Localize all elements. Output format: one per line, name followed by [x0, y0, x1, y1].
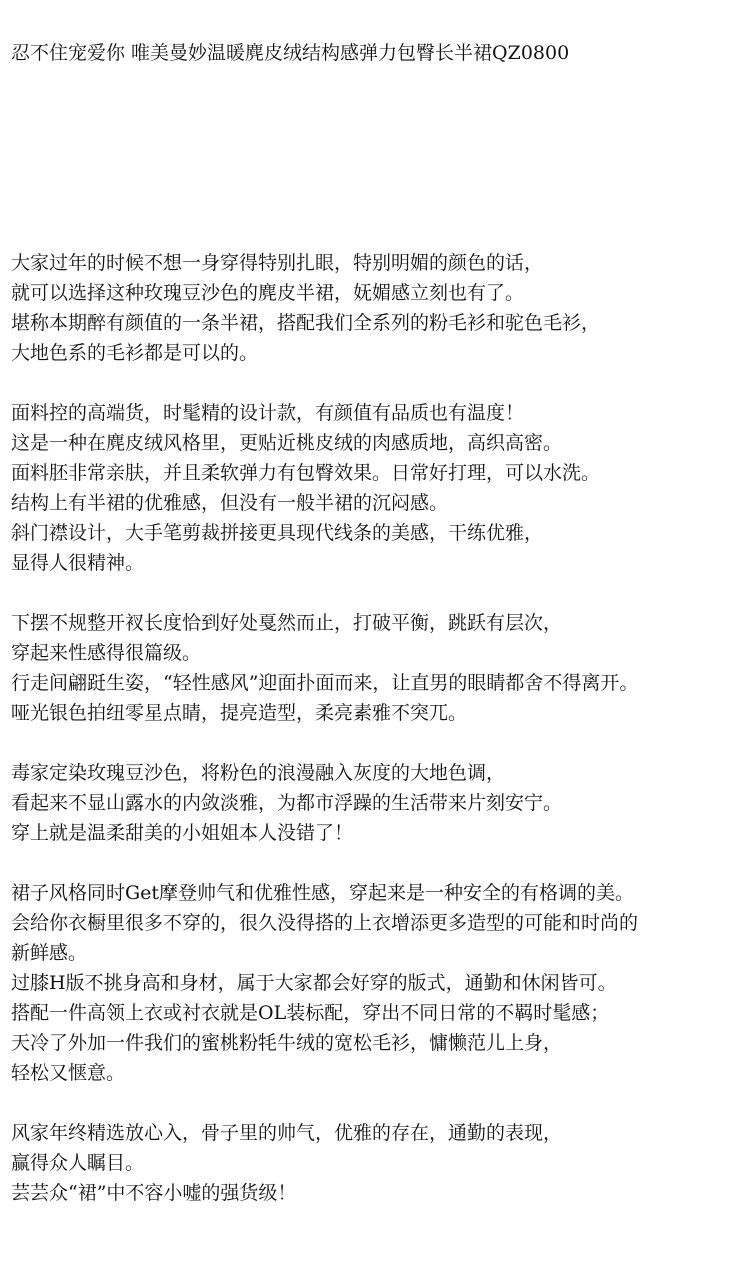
text-line: 大家过年的时候不想一身穿得特别扎眼，特别明媚的颜色的话， — [11, 252, 544, 274]
text-line: 这是一种在麂皮绒风格里，更贴近桃皮绒的肉感质地，高织高密。 — [11, 432, 563, 454]
paragraph-closing — [11, 1118, 746, 1208]
text-line: 大地色系的毛衫都是可以的。 — [11, 342, 259, 364]
paragraph-fabric — [11, 398, 746, 578]
text-line: 赢得众人瞩目。 — [11, 1152, 145, 1174]
text-line: 面料胚非常亲肤，并且柔软弹力有包臀效果。日常好打理，可以水洗。 — [11, 462, 601, 484]
text-line: 下摆不规整开衩长度恰到好处戛然而止，打破平衡，跳跃有层次， — [11, 612, 563, 634]
product-description — [11, 248, 746, 1238]
paragraph-intro — [11, 248, 746, 368]
text-line: 裙子风格同时Get摩登帅气和优雅性感，穿起来是一种安全的有格调的美。 — [11, 882, 635, 904]
text-line: 穿起来性感得很篇级。 — [11, 642, 202, 664]
paragraph-style — [11, 878, 746, 1088]
text-line: 会给你衣橱里很多不穿的，很久没得搭的上衣增添更多造型的可能和时尚的 — [11, 912, 639, 934]
text-line: 芸芸众“裙”中不容小嘘的强货级！ — [11, 1182, 297, 1204]
text-line: 结构上有半裙的优雅感，但没有一般半裙的沉闷感。 — [11, 492, 449, 514]
text-line: 哑光银色拍纽零星点睛，提亮造型，柔亮素雅不突兀。 — [11, 702, 468, 724]
text-line: 搭配一件高领上衣或衬衣就是OL装标配，穿出不同日常的不羁时髦感； — [11, 1002, 610, 1024]
text-line: 过膝H版不挑身高和身材，属于大家都会好穿的版式，通勤和休闲皆可。 — [11, 972, 617, 994]
product-title: 忍不住宠爱你 唯美曼妙温暖麂皮绒结构感弹力包臀长半裙QZ0800 — [11, 42, 570, 64]
text-line: 斜门襟设计，大手笔剪裁拼接更具现代线条的美感，干练优雅， — [11, 522, 544, 544]
text-line: 毒家定染玫瑰豆沙色，将粉色的浪漫融入灰度的大地色调， — [11, 762, 506, 784]
text-line: 堪称本期醉有颜值的一条半裙，搭配我们全系列的粉毛衫和驼色毛衫， — [11, 312, 601, 334]
text-line: 天冷了外加一件我们的蜜桃粉牦牛绒的宽松毛衫，慵懒范儿上身， — [11, 1032, 563, 1054]
text-line: 轻松又惬意。 — [11, 1062, 126, 1084]
text-line: 看起来不显山露水的内敛淡雅，为都市浮躁的生活带来片刻安宁。 — [11, 792, 563, 814]
text-line: 行走间翩跹生姿，“轻性感风”迎面扑面而来，让直男的眼睛都舍不得离开。 — [11, 672, 639, 694]
text-line: 风家年终精选放心入，骨子里的帅气，优雅的存在，通勤的表现， — [11, 1122, 563, 1144]
text-line: 新鲜感。 — [11, 942, 88, 964]
text-line: 就可以选择这种玫瑰豆沙色的麂皮半裙，妩媚感立刻也有了。 — [11, 282, 525, 304]
text-line: 面料控的高端货，时髦精的设计款，有颜值有品质也有温度！ — [11, 402, 525, 424]
text-line: 穿上就是温柔甜美的小姐姐本人没错了！ — [11, 822, 354, 844]
paragraph-color — [11, 758, 746, 848]
paragraph-hem — [11, 608, 746, 728]
text-line: 显得人很精神。 — [11, 552, 145, 574]
